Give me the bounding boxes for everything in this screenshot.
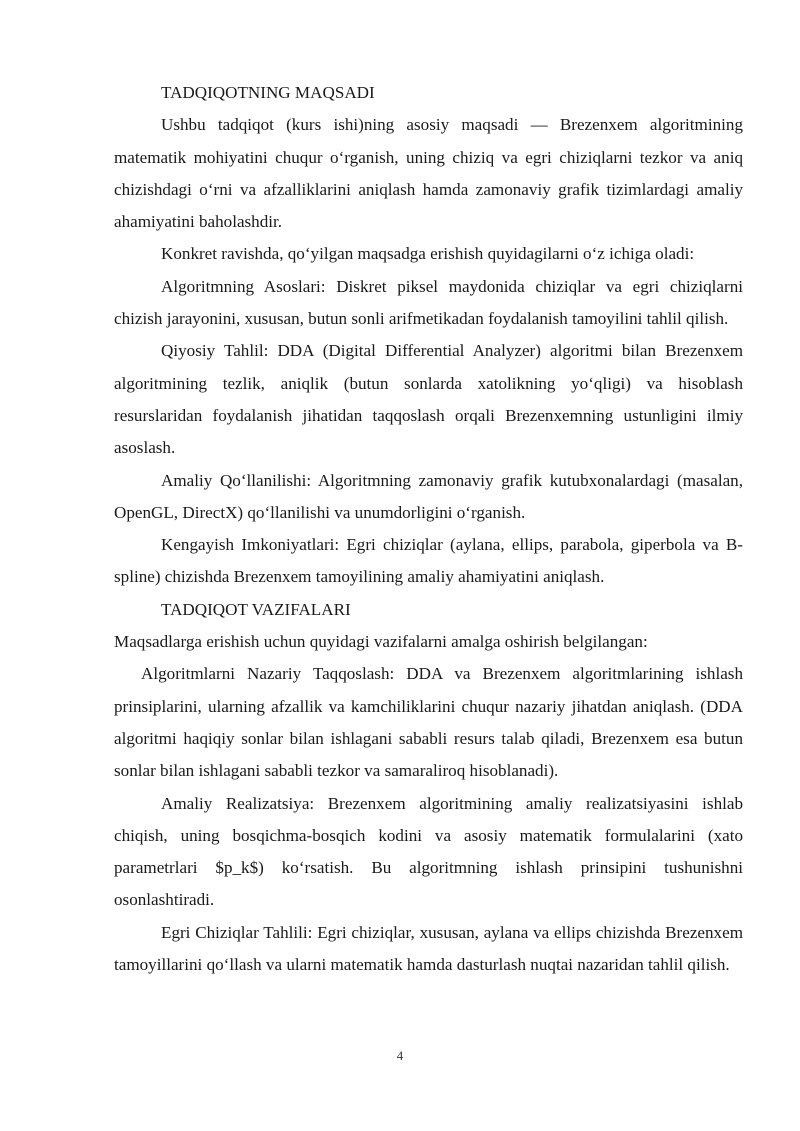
page-number: 4	[396, 1048, 404, 1063]
document-page	[114, 77, 743, 981]
paragraph-basics: Algoritmning Asoslari: Diskret piksel maydonida chiziqlar va egri chiziqlarni chizish jarayonini, xususan, butun sonli arifmetikadan foydalanish tamoyilini tahlil qilish.	[114, 276, 743, 329]
paragraph-comparative: Qiyosiy Tahlil: DDA (Digital Differential Analyzer) algoritmi bilan Brezenxem algoritmining tezlik, aniqlik (butun sonlarda xatolikning yo‘qligi) va hisoblash resurslaridan foydalanish jihatidan taqqoslash orqali Brezenxemning ustunligini ilmiy asoslash.	[114, 341, 743, 458]
paragraph-goal-list-intro: Konkret ravishda, qo‘yilgan maqsadga erishish quyidagilarni o‘z ichiga oladi:	[161, 244, 695, 264]
paragraph-theoretical-comparison: Algoritmlarni Nazariy Taqqoslash: DDA va Brezenxem algoritmlarining ishlash prinsiplarini, ularning afzallik va kamchiliklarini chuqur nazariy jihatdan aniqlash. (DDA algoritmi haqiqiy sonlar bilan ishlagani sababli resurs talab qiladi, Brezenxem esa butun sonlar bilan ishlagani sababli tezkor va samaraliroq hisoblanadi).	[114, 664, 743, 781]
paragraph-practical-use: Amaliy Qo‘llanilishi: Algoritmning zamonaviy grafik kutubxonalardagi (masalan, OpenGL, DirectX) qo‘llanilishi va unumdorligini o‘rganish.	[114, 470, 743, 522]
paragraph-realization: Amaliy Realizatsiya: Brezenxem algoritmining amaliy realizatsiyasini ishlab chiqish, uning bosqichma-bosqich kodini va asosiy matematik formulalarini (xato parametrlari $p_k$) ko‘rsatish. Bu algoritmning ishlash prinsipini tushunishni osonlashtiradi.	[114, 793, 743, 910]
paragraph-curves-analysis: Egri Chiziqlar Tahlili: Egri chiziqlar, xususan, aylana va ellips chizishda Brezenxem tamoyillarini qo‘llash va ularni matematik hamda dasturlash nuqtai nazaridan tahlil qilish.	[114, 922, 743, 975]
paragraph-extension: Kengayish Imkoniyatlari: Egri chiziqlar (aylana, ellips, parabola, giperbola va B-spline) chizishda Brezenxem tamoyilining amaliy ahamiyatini aniqlash.	[114, 535, 743, 587]
paragraph-tasks-intro: Maqsadlarga erishish uchun quyidagi vazifalarni amalga oshirish belgilangan:	[114, 632, 648, 652]
section-heading-goal: TADQIQOTNING MAQSADI	[161, 83, 375, 102]
section-heading-tasks: TADQIQOT VAZIFALARI	[161, 599, 351, 619]
paragraph-goal-intro: Ushbu tadqiqot (kurs ishi)ning asosiy maqsadi — Brezenxem algoritmining matematik mohiyatini chuqur o‘rganish, uning chiziq va egri chiziqlarni tezkor va aniq chizishdagi o‘rni va afzalliklarini aniqlash hamda zamonaviy grafik tizimlardagi amaliy ahamiyatini baholashdir.	[114, 115, 743, 232]
